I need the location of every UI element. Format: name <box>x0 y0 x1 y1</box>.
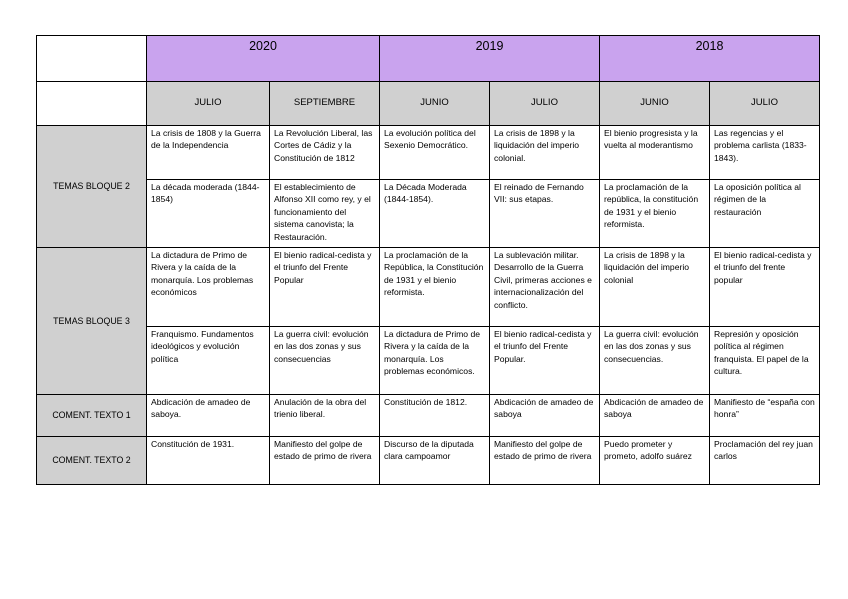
table-cell: La crisis de 1898 y la liquidación del imperio colonial. <box>490 126 600 180</box>
section-label-bloque-2: TEMAS BLOQUE 2 <box>37 126 147 248</box>
table-cell: Franquismo. Fundamentos ideológicos y evolución política <box>147 327 270 395</box>
table-cell: El bienio radical-cedista y el triunfo del Frente Popular. <box>490 327 600 395</box>
year-header-2018: 2018 <box>600 36 820 82</box>
table-row <box>37 437 820 485</box>
table-row <box>37 248 820 327</box>
month-header-row <box>37 82 820 126</box>
table-cell: Represión y oposición política al régimen franquista. El papel de la cultura. <box>710 327 820 395</box>
corner-cell <box>37 36 147 82</box>
table-cell: La evolución política del Sexenio Democrático. <box>380 126 490 180</box>
month-header: JUNIO <box>380 82 490 126</box>
table-cell: La Década Moderada (1844-1854). <box>380 180 490 248</box>
table-cell: Constitución de 1931. <box>147 437 270 485</box>
table-row <box>37 395 820 437</box>
table-cell: Discurso de la diputada clara campoamor <box>380 437 490 485</box>
table-cell: Constitución de 1812. <box>380 395 490 437</box>
table-cell: Manifiesto de “españa con honra” <box>710 395 820 437</box>
table-cell: La proclamación de la república, la constitución de 1931 y el bienio reformista. <box>600 180 710 248</box>
month-header: JULIO <box>490 82 600 126</box>
table-cell: La crisis de 1808 y la Guerra de la Independencia <box>147 126 270 180</box>
table-cell: La década moderada (1844-1854) <box>147 180 270 248</box>
table-cell: La proclamación de la República, la Constitución de 1931 y el bienio reformista. <box>380 248 490 327</box>
exam-topics-table <box>36 35 820 485</box>
table-row <box>37 180 820 248</box>
table-cell: La sublevación militar. Desarrollo de la Guerra Civil, primeras acciones e internacionalización del conflicto. <box>490 248 600 327</box>
month-header: JULIO <box>147 82 270 126</box>
month-header: JULIO <box>710 82 820 126</box>
table-cell: La Revolución Liberal, las Cortes de Cádiz y la Constitución de 1812 <box>270 126 380 180</box>
table-cell: El establecimiento de Alfonso XII como rey, y el funcionamiento del sistema canovista; la Restauración. <box>270 180 380 248</box>
year-header-row <box>37 36 820 82</box>
month-header: JUNIO <box>600 82 710 126</box>
section-label-bloque-3: TEMAS BLOQUE 3 <box>37 248 147 395</box>
table-cell: El bienio radical-cedista y el triunfo del frente popular <box>710 248 820 327</box>
table-cell: Proclamación del rey juan carlos <box>710 437 820 485</box>
table-cell: Manifiesto del golpe de estado de primo de rivera <box>490 437 600 485</box>
table-cell: La guerra civil: evolución en las dos zonas y sus consecuencias <box>270 327 380 395</box>
table-cell: La guerra civil: evolución en las dos zonas y sus consecuencias. <box>600 327 710 395</box>
table-cell: Abdicación de amadeo de saboya. <box>147 395 270 437</box>
table-cell: La dictadura de Primo de Rivera y la caída de la monarquía. Los problemas económicos <box>147 248 270 327</box>
table-cell: Las regencias y el problema carlista (1833-1843). <box>710 126 820 180</box>
table-cell: Puedo prometer y prometo, adolfo suárez <box>600 437 710 485</box>
table-cell: La oposición política al régimen de la restauración <box>710 180 820 248</box>
table-cell: El reinado de Fernando VII: sus etapas. <box>490 180 600 248</box>
table-cell: El bienio radical-cedista y el triunfo del Frente Popular <box>270 248 380 327</box>
table-cell: Abdicación de amadeo de saboya <box>600 395 710 437</box>
section-label-texto-2: COMENT. TEXTO 2 <box>37 437 147 485</box>
section-label-texto-1: COMENT. TEXTO 1 <box>37 395 147 437</box>
table-cell: Manifiesto del golpe de estado de primo de rivera <box>270 437 380 485</box>
year-header-2019: 2019 <box>380 36 600 82</box>
table-cell: Anulación de la obra del trienio liberal. <box>270 395 380 437</box>
table-cell: Abdicación de amadeo de saboya <box>490 395 600 437</box>
table-cell: La crisis de 1898 y la liquidación del imperio colonial <box>600 248 710 327</box>
year-header-2020: 2020 <box>147 36 380 82</box>
corner-cell-2 <box>37 82 147 126</box>
table-row <box>37 126 820 180</box>
month-header: SEPTIEMBRE <box>270 82 380 126</box>
table-cell: La dictadura de Primo de Rivera y la caída de la monarquía. Los problemas económicos. <box>380 327 490 395</box>
table-cell: El bienio progresista y la vuelta al moderantismo <box>600 126 710 180</box>
table-row <box>37 327 820 395</box>
